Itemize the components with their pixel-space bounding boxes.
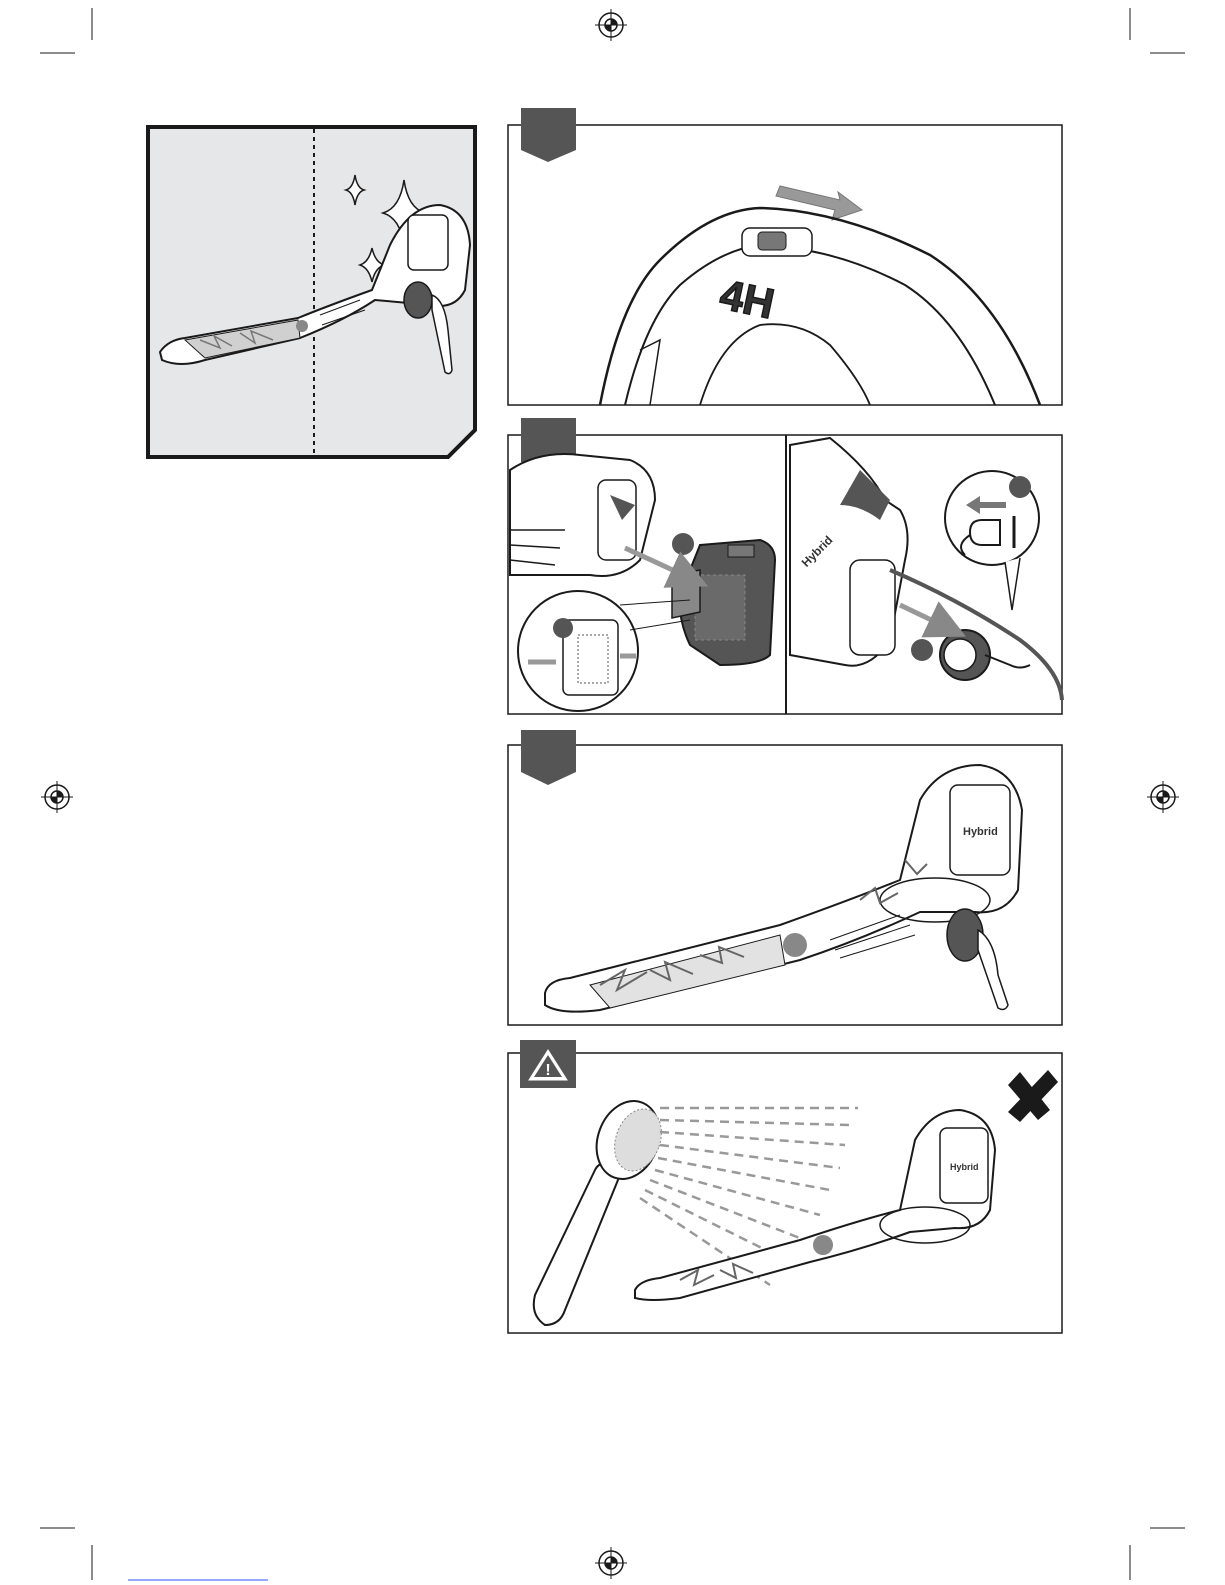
warning-icon — [520, 1040, 576, 1088]
registration-mark-left — [41, 781, 73, 813]
step-dot — [672, 533, 694, 555]
registration-mark-bottom — [595, 1547, 627, 1579]
step-panel-brush-clean — [508, 730, 1062, 1025]
step-panel-switch-off — [508, 108, 1062, 405]
brand-mark: Hybrid — [798, 533, 836, 570]
switch-icon — [742, 228, 812, 256]
step-dot — [911, 639, 933, 661]
step-dot — [1009, 476, 1031, 498]
brand-mark: 4H — [716, 270, 779, 328]
registration-mark-top — [595, 9, 627, 41]
brand-mark: Hybrid — [963, 826, 998, 838]
step-dot — [553, 618, 573, 638]
clean-panel — [148, 127, 475, 457]
step-panel-no-water — [508, 1040, 1062, 1333]
brand-mark: Hybrid — [950, 1162, 979, 1172]
step-panel-remove-power — [508, 418, 1062, 714]
registration-mark-right — [1147, 781, 1179, 813]
warning-symbol: ! — [545, 1062, 551, 1079]
